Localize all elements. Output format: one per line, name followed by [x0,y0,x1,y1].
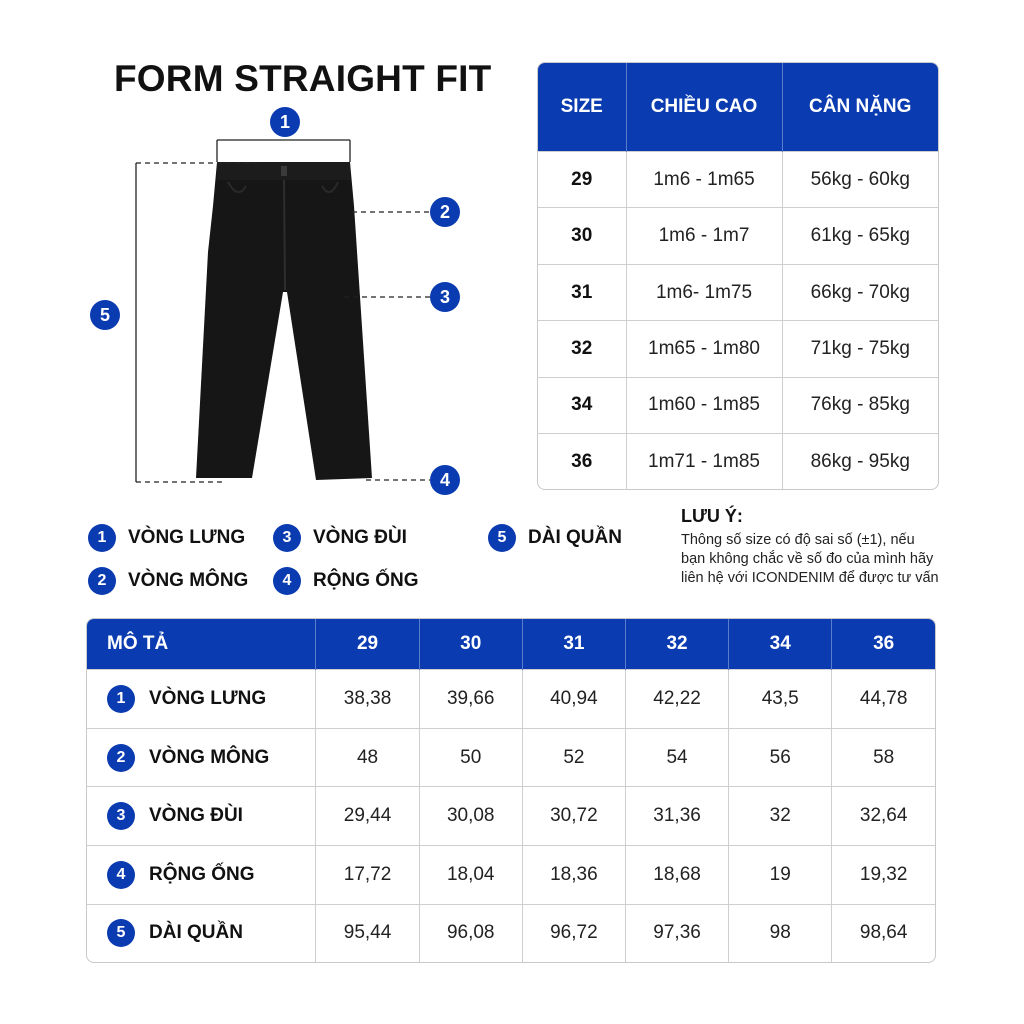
legend-badge: 5 [488,524,516,552]
table-row [538,377,938,433]
value-cell: 39,66 [419,670,522,729]
header-size-36: 36 [832,619,935,670]
row-label: VÒNG MÔNG [149,746,270,768]
table-row [87,904,935,962]
value-cell: 29,44 [316,787,419,846]
note-box [681,506,941,588]
header-size-31: 31 [522,619,625,670]
header-weight: CÂN NẶNG [782,63,938,152]
value-cell: 19,32 [832,846,935,905]
table-header-row [538,63,938,152]
legend-badge: 4 [273,567,301,595]
table-row [538,152,938,208]
size-cell: 30 [538,208,626,264]
table-row [538,208,938,264]
value-cell: 18,04 [419,846,522,905]
table-row [87,728,935,787]
size-cell: 32 [538,321,626,377]
weight-cell: 71kg - 75kg [782,321,938,377]
weight-cell: 76kg - 85kg [782,377,938,433]
value-cell: 30,08 [419,787,522,846]
value-cell: 32,64 [832,787,935,846]
value-cell: 54 [625,728,728,787]
table-row [87,787,935,846]
header-size-30: 30 [419,619,522,670]
value-cell: 50 [419,728,522,787]
height-cell: 1m60 - 1m85 [626,377,782,433]
size-cell: 29 [538,152,626,208]
page-title: FORM STRAIGHT FIT [114,58,492,99]
weight-cell: 61kg - 65kg [782,208,938,264]
marker-1-badge: 1 [270,107,300,137]
value-cell: 31,36 [625,787,728,846]
value-cell: 98 [729,904,832,962]
table-row [87,670,935,729]
value-cell: 30,72 [522,787,625,846]
header-description: MÔ TẢ [87,619,316,670]
value-cell: 40,94 [522,670,625,729]
legend-item-waist [88,524,245,552]
legend-label: VÒNG MÔNG [128,570,249,591]
value-cell: 18,68 [625,846,728,905]
size-cell: 31 [538,264,626,320]
pants-image [196,162,372,480]
size-cell: 34 [538,377,626,433]
value-cell: 38,38 [316,670,419,729]
legend-item-length [488,524,622,552]
value-cell: 17,72 [316,846,419,905]
row-badge: 4 [107,861,135,889]
note-text: Thông số size có độ sai số (±1), nếu bạn không chắc về số đo của mình hãy liên hệ với ICONDENIM để được tư vấn [681,532,939,586]
marker-4-badge: 4 [430,465,460,495]
legend-item-hip [88,567,248,595]
header-height: CHIỀU CAO [626,63,782,152]
size-recommendation-table [537,62,939,490]
table-row [538,321,938,377]
legend-label: RỘNG ỐNG [313,570,419,591]
value-cell: 42,22 [625,670,728,729]
legend-item-leg-opening [273,567,419,595]
value-cell: 98,64 [832,904,935,962]
legend-item-thigh [273,524,407,552]
row-label: DÀI QUẦN [149,922,243,944]
value-cell: 96,08 [419,904,522,962]
note-title: LƯU Ý: [681,506,743,526]
value-cell: 97,36 [625,904,728,962]
height-cell: 1m65 - 1m80 [626,321,782,377]
row-label: RỘNG ỐNG [149,863,255,885]
row-label: VÒNG ĐÙI [149,805,243,827]
row-description [87,728,316,787]
table-header-row [87,619,935,670]
row-badge: 5 [107,919,135,947]
table-row [538,434,938,489]
height-cell: 1m6 - 1m65 [626,152,782,208]
table-row [87,846,935,905]
row-label: VÒNG LƯNG [149,687,267,709]
marker-3-badge: 3 [430,282,460,312]
legend-label: DÀI QUẦN [528,527,622,548]
value-cell: 56 [729,728,832,787]
row-description [87,787,316,846]
value-cell: 95,44 [316,904,419,962]
value-cell: 58 [832,728,935,787]
weight-cell: 56kg - 60kg [782,152,938,208]
row-badge: 2 [107,744,135,772]
header-size-29: 29 [316,619,419,670]
measurement-table [86,618,936,963]
legend-badge: 3 [273,524,301,552]
row-badge: 1 [107,685,135,713]
value-cell: 96,72 [522,904,625,962]
legend-label: VÒNG LƯNG [128,527,246,548]
table-row [538,264,938,320]
legend-label: VÒNG ĐÙI [313,527,407,548]
weight-cell: 86kg - 95kg [782,434,938,489]
header-size: SIZE [538,63,626,152]
row-description [87,904,316,962]
value-cell: 43,5 [729,670,832,729]
marker-2-badge: 2 [430,197,460,227]
weight-cell: 66kg - 70kg [782,264,938,320]
row-badge: 3 [107,802,135,830]
pants-diagram [0,0,520,500]
size-cell: 36 [538,434,626,489]
value-cell: 44,78 [832,670,935,729]
legend-badge: 2 [88,567,116,595]
height-cell: 1m71 - 1m85 [626,434,782,489]
marker-5-badge: 5 [90,300,120,330]
value-cell: 18,36 [522,846,625,905]
row-description [87,846,316,905]
header-size-34: 34 [729,619,832,670]
height-cell: 1m6- 1m75 [626,264,782,320]
value-cell: 19 [729,846,832,905]
value-cell: 48 [316,728,419,787]
legend-badge: 1 [88,524,116,552]
height-cell: 1m6 - 1m7 [626,208,782,264]
header-size-32: 32 [625,619,728,670]
value-cell: 52 [522,728,625,787]
row-description [87,670,316,729]
value-cell: 32 [729,787,832,846]
